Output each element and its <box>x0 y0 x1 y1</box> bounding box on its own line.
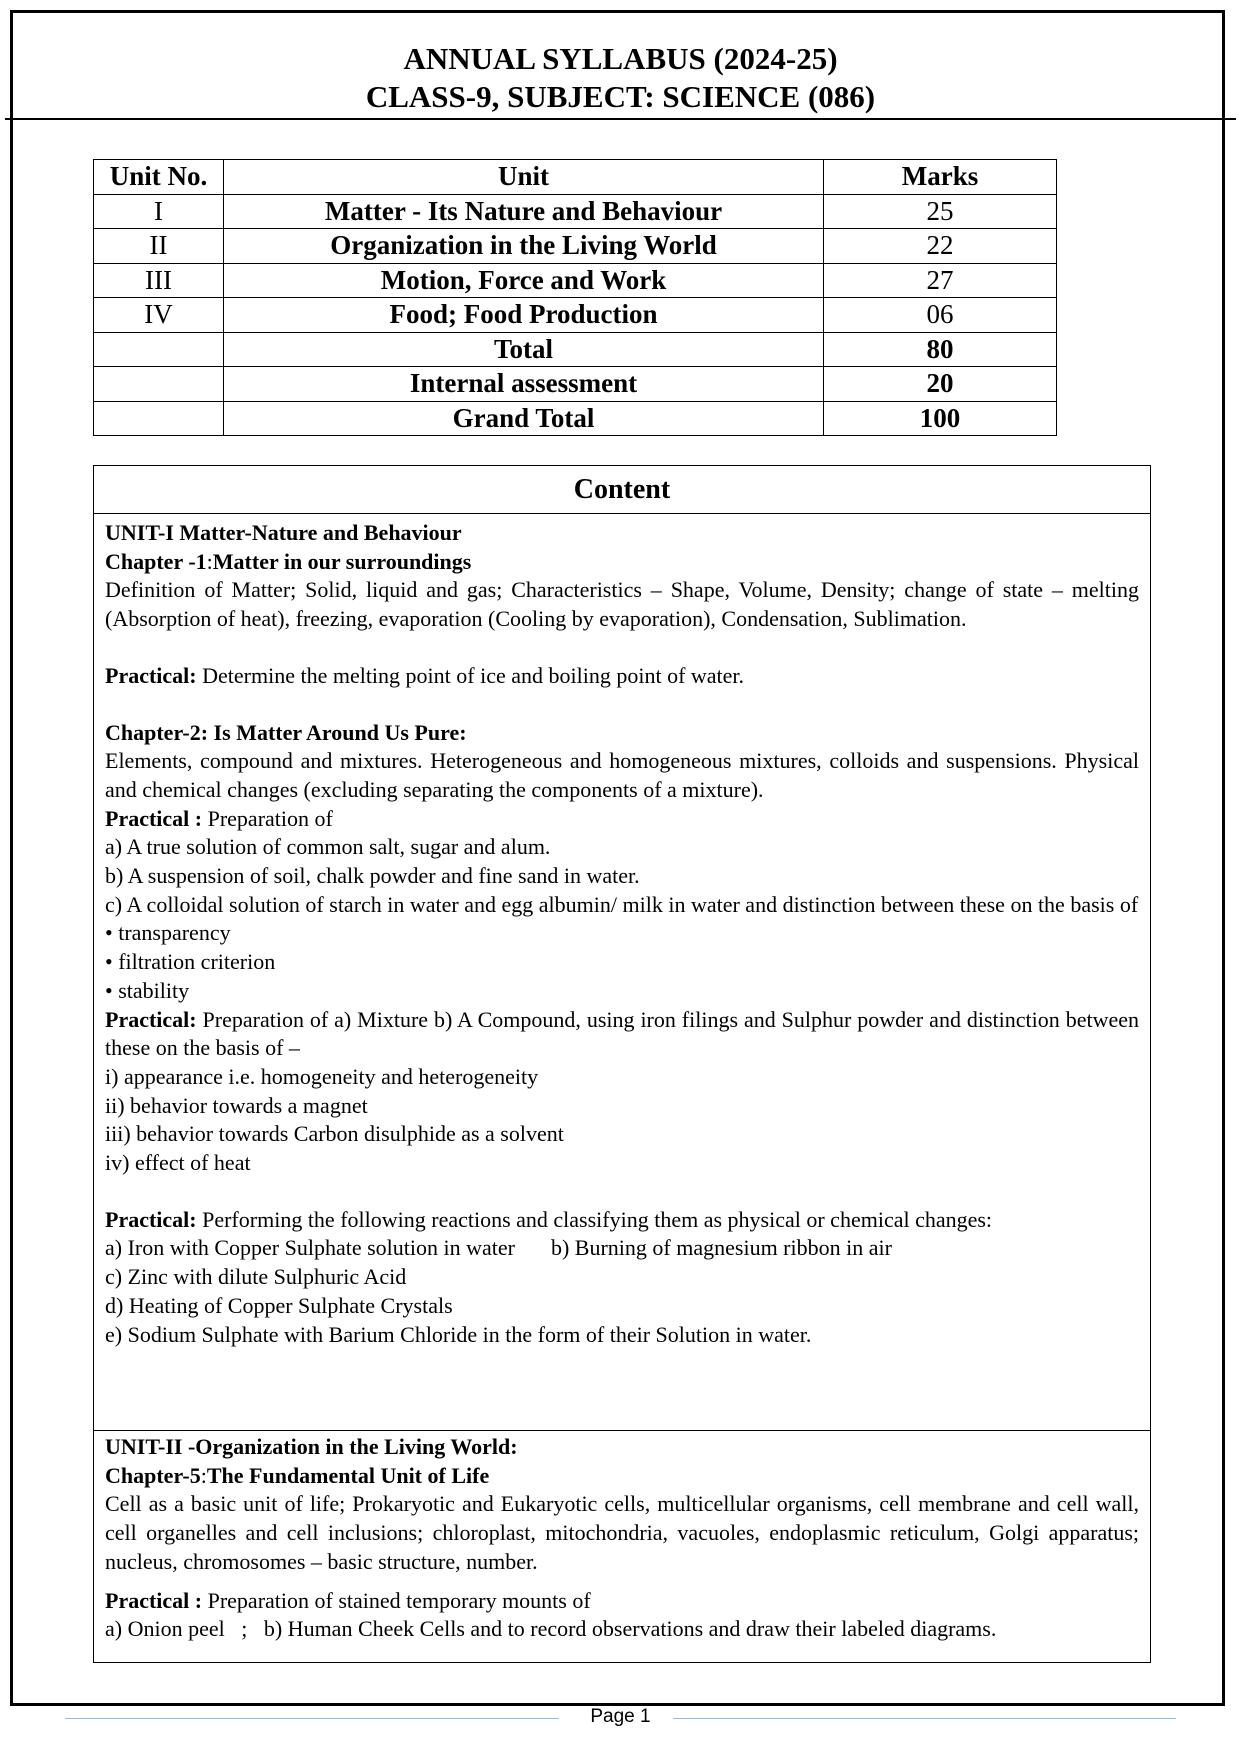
practical-text: Preparation of stained temporary mounts of <box>202 1587 591 1613</box>
content-heading: Content <box>94 466 1150 514</box>
unit-no-cell <box>94 332 224 367</box>
list-item: • filtration criterion <box>105 949 276 975</box>
chapter-1-text: Definition of Matter; Solid, liquid and gas; Characteristics – Shape, Volume, Density; change of state – melting (Absorption of heat), freezing, evaporation (Cooling by evaporation), Condensation, Sublimation. <box>105 577 1139 632</box>
unit-name-cell: Matter - Its Nature and Behaviour <box>224 194 824 229</box>
list-item: • stability <box>105 977 190 1003</box>
marks-cell: 06 <box>824 298 1057 333</box>
mount-a: a) Onion peel <box>105 1616 225 1642</box>
reaction-b: b) Burning of magnesium ribbon in air <box>550 1235 892 1261</box>
list-item: b) A suspension of soil, chalk powder and fine sand in water. <box>105 863 640 889</box>
unit-name-cell: Organization in the Living World <box>224 229 824 264</box>
list-item: c) Zinc with dilute Sulphuric Acid <box>105 1264 407 1290</box>
chapter-5-title: The Fundamental Unit of Life <box>206 1462 490 1488</box>
list-item <box>105 1234 1139 1263</box>
list-item: • transparency <box>105 920 231 946</box>
practical-2 <box>105 805 1139 834</box>
practical-1 <box>105 662 1139 691</box>
list-item: iii) behavior towards Carbon disulphide as a solvent <box>105 1121 564 1147</box>
reaction-a: a) Iron with Copper Sulphate solution in water <box>105 1235 515 1261</box>
grand-total-marks-cell: 100 <box>824 401 1057 436</box>
chapter-5-separator: : <box>200 1462 207 1488</box>
list-item: d) Heating of Copper Sulphate Crystals <box>105 1292 453 1318</box>
header-unit: Unit <box>224 160 824 195</box>
title-divider <box>5 118 1236 120</box>
practical-label: Practical : <box>105 805 203 831</box>
unit-no-cell <box>94 367 224 402</box>
page-number: Page 1 <box>590 1706 651 1727</box>
total-label-cell: Total <box>224 332 824 367</box>
unit-2-title: UNIT-II -Organization in the Living World: <box>105 1434 518 1459</box>
practical-text: Preparation of <box>202 805 333 831</box>
practical-5 <box>105 1587 1139 1616</box>
list-item: i) appearance i.e. homogeneity and heterogeneity <box>105 1063 539 1089</box>
table-row <box>94 401 1057 436</box>
mount-b: b) Human Cheek Cells and to record observations and draw their labeled diagrams. <box>263 1616 997 1642</box>
internal-assessment-label-cell: Internal assessment <box>224 367 824 402</box>
marks-cell: 22 <box>824 229 1057 264</box>
practical-label: Practical: <box>105 1006 197 1032</box>
header-unit-no: Unit No. <box>94 160 224 195</box>
table-row <box>94 298 1057 333</box>
title-line-2: CLASS-9, SUBJECT: SCIENCE (086) <box>365 79 876 114</box>
unit-no-cell: I <box>94 194 224 229</box>
chapter-1-label: Chapter -1 <box>105 548 207 574</box>
unit-1-title: UNIT-I Matter-Nature and Behaviour <box>105 520 462 545</box>
unit-no-cell: IV <box>94 298 224 333</box>
table-row <box>94 367 1057 402</box>
chapter-5-heading <box>105 1462 1139 1491</box>
document-title <box>0 40 1241 116</box>
practical-label: Practical: <box>105 662 197 688</box>
table-row <box>94 332 1057 367</box>
list-item: iv) effect of heat <box>105 1150 251 1176</box>
list-item: a) A true solution of common salt, sugar and alum. <box>105 834 551 860</box>
title-line-1: ANNUAL SYLLABUS (2024-25) <box>403 41 838 76</box>
marks-cell: 27 <box>824 263 1057 298</box>
unit-no-cell: II <box>94 229 224 264</box>
unit-name-cell: Food; Food Production <box>224 298 824 333</box>
practical-text: Preparation of a) Mixture b) A Compound, using iron filings and Sulphur powder and distinction between these on the basis of – <box>105 1006 1139 1061</box>
table-row <box>94 229 1057 264</box>
internal-assessment-marks-cell: 20 <box>824 367 1057 402</box>
list-item: c) A colloidal solution of starch in water and egg albumin/ milk in water and distinction between these on the basis of <box>105 891 1139 917</box>
chapter-1-separator: : <box>206 548 213 574</box>
chapter-1-title: Matter in our surroundings <box>212 548 472 574</box>
practical-3 <box>105 1006 1139 1063</box>
practical-4 <box>105 1206 1139 1235</box>
chapter-5-text: Cell as a basic unit of life; Prokaryotic and Eukaryotic cells, multicellular organisms, cell membrane and cell wall, cell organelles and cell inclusions; chloroplast, mitochondria, vacuoles, endoplasmic reticulum, Golgi apparatus; nucleus, chromosomes – basic structure, number. <box>105 1491 1139 1574</box>
mount-separator: ; <box>241 1616 248 1642</box>
unit-no-cell: III <box>94 263 224 298</box>
list-item: ii) behavior towards a magnet <box>105 1092 368 1118</box>
table-header-row <box>94 160 1057 195</box>
practical-text: Performing the following reactions and classifying them as physical or chemical changes: <box>196 1206 993 1232</box>
list-item: e) Sodium Sulphate with Barium Chloride in the form of their Solution in water. <box>105 1321 812 1347</box>
unit-no-cell <box>94 401 224 436</box>
marks-distribution-table <box>93 159 1057 436</box>
chapter-2-text: Elements, compound and mixtures. Heterogeneous and homogeneous mixtures, colloids and suspensions. Physical and chemical changes (excluding separating the components of a mixture). <box>105 748 1139 802</box>
total-marks-cell: 80 <box>824 332 1057 367</box>
content-box <box>93 465 1151 1663</box>
practical-text: Determine the melting point of ice and boiling point of water. <box>196 662 745 688</box>
list-item <box>105 1615 1139 1644</box>
header-marks: Marks <box>824 160 1057 195</box>
practical-label: Practical: <box>105 1206 197 1232</box>
chapter-5-label: Chapter-5 <box>105 1462 201 1488</box>
practical-label: Practical : <box>105 1587 203 1613</box>
table-row <box>94 263 1057 298</box>
marks-cell: 25 <box>824 194 1057 229</box>
chapter-1-heading <box>105 548 1139 577</box>
table-row <box>94 194 1057 229</box>
grand-total-label-cell: Grand Total <box>224 401 824 436</box>
unit-1-section <box>94 514 1150 1431</box>
unit-name-cell: Motion, Force and Work <box>224 263 824 298</box>
chapter-2-title: Chapter-2: Is Matter Around Us Pure: <box>105 719 467 745</box>
unit-2-section <box>94 1431 1150 1644</box>
